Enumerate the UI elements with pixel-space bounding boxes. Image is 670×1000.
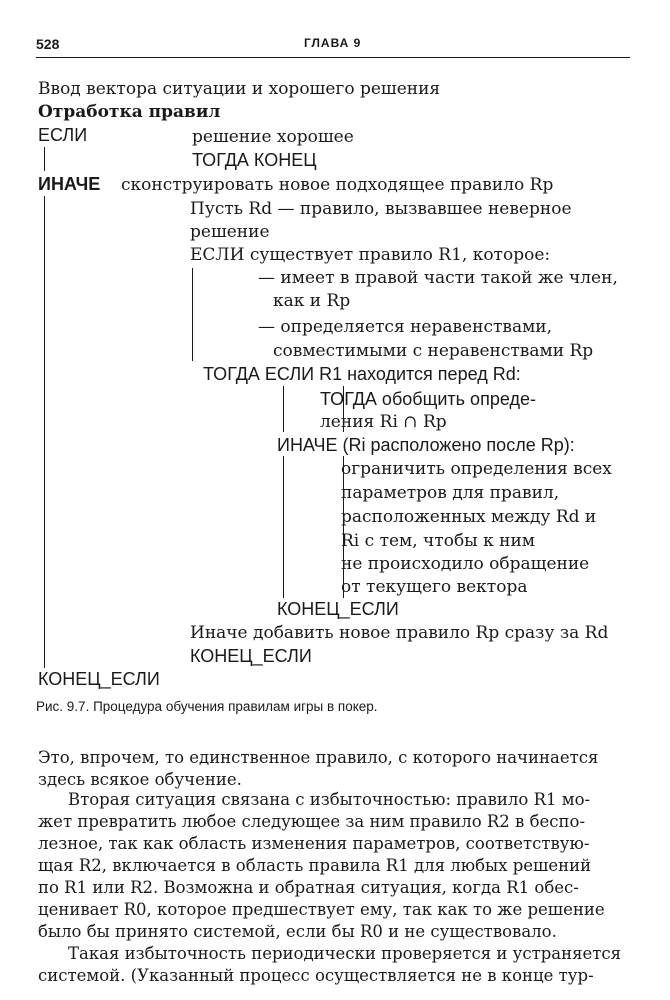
condition-bar bbox=[192, 268, 193, 361]
else-block-bar bbox=[44, 196, 45, 668]
chapter-title: ГЛАВА 9 bbox=[304, 36, 362, 50]
text-line: лезное, так как область изменения параметров, соответствую- bbox=[38, 834, 590, 853]
else-inner-bar bbox=[283, 456, 284, 598]
bullet-1b: как и Rp bbox=[273, 291, 351, 311]
let-line-1: Пусть Rd — правило, вызвавшее неверное bbox=[190, 199, 572, 219]
text-line: ценивает R0, которое предшествует ему, так как то же решение bbox=[38, 900, 605, 919]
else-inner: ИНАЧЕ (Ri расположено после Rp): bbox=[277, 435, 575, 455]
endif-outer: КОНЕЦ_ЕСЛИ bbox=[38, 669, 160, 689]
let-line-2: решение bbox=[190, 222, 270, 242]
endif-middle: КОНЕЦ_ЕСЛИ bbox=[190, 646, 312, 666]
else-text: сконструировать новое подходящее правило Rp bbox=[121, 175, 554, 195]
if-keyword: ЕСЛИ bbox=[38, 125, 88, 145]
restrict-bar bbox=[343, 456, 344, 598]
text-line: системой. (Указанный процесс осуществляется не в конце тур- bbox=[38, 966, 594, 985]
page-number: 528 bbox=[36, 36, 60, 52]
text-line: по R1 или R2. Возможна и обратная ситуация, когда R1 обес- bbox=[38, 878, 579, 897]
page-header bbox=[36, 36, 630, 56]
restrict-line-3: расположенных между Rd и bbox=[341, 507, 597, 527]
bullet-2a: — определяется неравенствами, bbox=[258, 317, 553, 337]
restrict-line-2: параметров для правил, bbox=[341, 483, 560, 503]
else-add-rule: Иначе добавить новое правило Rp сразу за Rd bbox=[190, 623, 609, 643]
algorithm-intro: Ввод вектора ситуации и хорошего решения bbox=[38, 79, 441, 99]
then-generalize-2: ления Ri ∩ Rp bbox=[320, 412, 447, 432]
then-generalize-1: ТОГДА обобщить опреде- bbox=[320, 389, 536, 409]
text-line: щая R2, включается в область правила R1 для любых решений bbox=[38, 856, 592, 875]
paragraph-3 bbox=[38, 943, 628, 987]
paragraph-2 bbox=[38, 789, 628, 943]
bullet-1a: — имеет в правой части такой же член, bbox=[258, 268, 618, 288]
then-end: ТОГДА КОНЕЦ bbox=[192, 150, 317, 170]
figure-caption: Рис. 9.7. Процедура обучения правилам игры в покер. bbox=[36, 699, 378, 714]
text-line: Это, впрочем, то единственное правило, с которого начинается bbox=[38, 748, 599, 767]
then-if: ТОГДА ЕСЛИ R1 находится перед Rd: bbox=[203, 364, 521, 384]
restrict-line-1: ограничить определения всех bbox=[341, 459, 612, 479]
then-bar bbox=[283, 386, 284, 432]
endif-inner: КОНЕЦ_ЕСЛИ bbox=[277, 599, 399, 619]
bullet-2b: совместимыми с неравенствами Rp bbox=[273, 341, 594, 361]
if-exists: ЕСЛИ существует правило R1, которое: bbox=[190, 245, 551, 265]
restrict-line-5: не происходило обращение bbox=[341, 554, 590, 574]
paragraph-1 bbox=[38, 747, 628, 791]
then-inner-bar bbox=[343, 386, 344, 432]
if-block-bar bbox=[44, 147, 45, 171]
text-line: было бы принято системой, если бы R0 и не существовало. bbox=[38, 922, 557, 941]
condition-good: решение хорошее bbox=[192, 127, 354, 147]
text-line: здесь всякое обучение. bbox=[38, 770, 242, 789]
restrict-line-4: Ri с тем, чтобы к ним bbox=[341, 531, 536, 551]
else-keyword: ИНАЧЕ bbox=[38, 174, 101, 194]
restrict-line-6: от текущего вектора bbox=[341, 577, 528, 597]
algorithm-heading: Отработка правил bbox=[38, 102, 221, 122]
text-line: Такая избыточность периодически проверяется и устраняется bbox=[68, 944, 622, 963]
text-line: жет превратить любое следующее за ним правило R2 в беспо- bbox=[38, 812, 586, 831]
text-line: Вторая ситуация связана с избыточностью: правило R1 мо- bbox=[68, 790, 591, 809]
header-rule bbox=[36, 57, 630, 58]
